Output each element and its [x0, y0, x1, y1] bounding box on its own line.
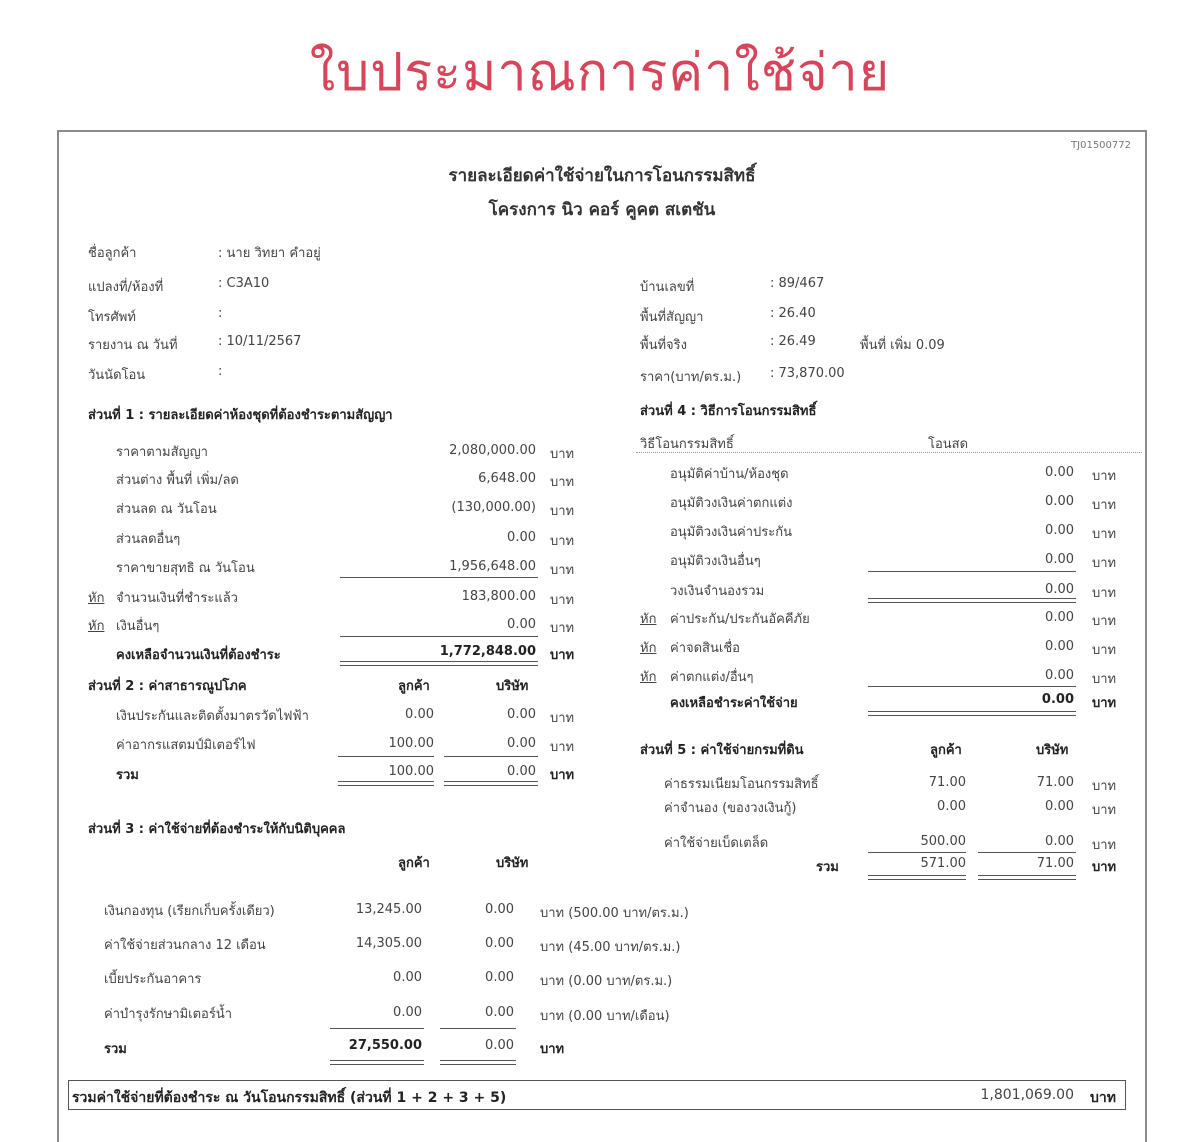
section4-value: 0.00: [1045, 465, 1074, 480]
section3-unit: บาท (45.00 บาท/ตร.ม.): [540, 940, 681, 955]
section5-label: ค่าใช้จ่ายเบ็ดเตล็ด: [664, 836, 769, 851]
section3-customer: 0.00: [393, 970, 422, 985]
deduct-prefix: หัก: [640, 612, 657, 627]
section4-unit: บาท: [1092, 469, 1117, 484]
section4-label: อนุมัติวงเงินค่าตกแต่ง: [670, 496, 793, 511]
deduct-prefix: หัก: [88, 619, 105, 634]
section3-total-unit: บาท: [540, 1042, 565, 1057]
section4-value: 0.00: [1045, 494, 1074, 509]
section3-label: เงินกองทุน (เรียกเก็บครั้งเดียว): [104, 904, 275, 919]
section4-value: 0.00: [1045, 552, 1074, 567]
section5-col-customer: ลูกค้า: [930, 743, 962, 758]
section2-label: เงินประกันและติดตั้งมาตรวัดไฟฟ้า: [116, 709, 309, 724]
price-per-sqm-value: : 73,870.00: [770, 366, 845, 381]
section1-double-underline: [340, 661, 538, 666]
section1-unit: บาท: [550, 621, 575, 636]
section2-unit: บาท: [550, 711, 575, 726]
section4-label: ค่าตกแต่ง/อื่นๆ: [670, 670, 754, 685]
section4-label: วงเงินจำนองรวม: [670, 584, 765, 599]
project-name: โครงการ นิว คอร์ คูคต สเตชัน: [488, 200, 716, 220]
section3-label: เบี้ยประกันอาคาร: [104, 972, 202, 987]
house-no-label: บ้านเลขที่: [640, 280, 695, 295]
section1-value: 0.00: [507, 617, 536, 632]
section4-value: 0.00: [1045, 639, 1074, 654]
section1-title: ส่วนที่ 1 : รายละเอียดค่าห้องชุดที่ต้องชำระตามสัญญา: [88, 408, 393, 423]
section2-customer: 0.00: [405, 707, 434, 722]
section4-title: ส่วนที่ 4 : วิธีการโอนกรรมสิทธิ์: [640, 404, 817, 419]
section2-total-label: รวม: [116, 768, 139, 783]
section5-unit: บาท: [1092, 838, 1117, 853]
section5-title: ส่วนที่ 5 : ค่าใช้จ่ายกรมที่ดิน: [640, 743, 804, 758]
section3-company: 0.00: [485, 902, 514, 917]
section5-customer: 0.00: [937, 799, 966, 814]
phone-value: :: [218, 306, 223, 321]
section5-customer: 71.00: [928, 775, 966, 790]
section1-label: ราคาขายสุทธิ ณ วันโอน: [116, 561, 255, 576]
section2-customer-line: [338, 756, 434, 757]
actual-area-value: : 26.49: [770, 334, 816, 349]
section1-unit: บาท: [550, 563, 575, 578]
section1-value: 6,648.00: [478, 471, 536, 486]
section3-customer-line: [330, 1028, 424, 1029]
section5-total-label: รวม: [816, 860, 839, 875]
extra-area: พื้นที่ เพิ่ม 0.09: [860, 338, 945, 353]
transfer-method-dotted-line: [636, 452, 1142, 453]
section2-customer: 100.00: [388, 736, 434, 751]
section1-label: จำนวนเงินที่ชำระแล้ว: [116, 591, 238, 606]
section3-customer-double-line: [330, 1060, 424, 1065]
section1-value: 1,956,648.00: [449, 559, 536, 574]
section4-subtotal-line: [868, 571, 1076, 572]
section4-unit: บาท: [1092, 527, 1117, 542]
section2-company-line: [444, 756, 538, 757]
section4-value: 0.00: [1045, 523, 1074, 538]
section4-value: 0.00: [1045, 610, 1074, 625]
deduct-prefix: หัก: [88, 591, 105, 606]
customer-name-label: ชื่อลูกค้า: [88, 246, 137, 261]
section4-value: 0.00: [1045, 582, 1074, 597]
section2-total-customer: 100.00: [388, 764, 434, 779]
contract-area-label: พื้นที่สัญญา: [640, 310, 704, 325]
section4-label: อนุมัติวงเงินค่าประกัน: [670, 525, 793, 540]
section1-subtotal-line: [340, 577, 538, 578]
section1-balance-label: คงเหลือจำนวนเงินที่ต้องชำระ: [116, 648, 281, 663]
unit-value: : C3A10: [218, 276, 270, 291]
section4-label: อนุมัติวงเงินอื่นๆ: [670, 554, 761, 569]
section1-unit: บาท: [550, 475, 575, 490]
section4-balance-unit: บาท: [1092, 696, 1117, 711]
section2-unit: บาท: [550, 740, 575, 755]
transfer-method-label: วิธีโอนกรรมสิทธิ์: [640, 437, 734, 452]
section3-total-company: 0.00: [485, 1038, 514, 1053]
section5-customer: 500.00: [920, 834, 966, 849]
section1-value: (130,000.00): [451, 500, 536, 515]
section3-label: ค่าใช้จ่ายส่วนกลาง 12 เดือน: [104, 938, 266, 953]
section3-unit: บาท (500.00 บาท/ตร.ม.): [540, 906, 689, 921]
section5-total-company: 71.00: [1036, 856, 1074, 871]
section5-total-unit: บาท: [1092, 860, 1117, 875]
section5-company: 0.00: [1045, 834, 1074, 849]
unit-label: แปลงที่/ห้องที่: [88, 280, 164, 295]
section1-unit: บาท: [550, 504, 575, 519]
section3-label: ค่าบำรุงรักษามิเตอร์น้ำ: [104, 1007, 233, 1022]
section1-label: ราคาตามสัญญา: [116, 445, 208, 460]
section3-company: 0.00: [485, 970, 514, 985]
section4-balance-line: [868, 686, 1076, 687]
section1-balance-unit: บาท: [550, 648, 575, 663]
section3-company: 0.00: [485, 1005, 514, 1020]
report-date-value: : 10/11/2567: [218, 334, 302, 349]
grand-total-value: 1,801,069.00: [980, 1087, 1074, 1103]
section1-value: 2,080,000.00: [449, 443, 536, 458]
section4-balance-double-line: [868, 711, 1076, 716]
section5-unit: บาท: [1092, 803, 1117, 818]
section4-unit: บาท: [1092, 672, 1117, 687]
section5-company: 71.00: [1036, 775, 1074, 790]
section3-col-company: บริษัท: [496, 856, 529, 871]
section1-unit: บาท: [550, 447, 575, 462]
grand-total-unit: บาท: [1090, 1090, 1116, 1106]
deduct-prefix: หัก: [640, 670, 657, 685]
section2-label: ค่าอากรแสตมป์มิเตอร์ไฟ: [116, 738, 256, 753]
section2-company: 0.00: [507, 707, 536, 722]
section1-label: ส่วนต่าง พื้นที่ เพิ่ม/ลด: [116, 473, 239, 488]
transfer-date-value: :: [218, 364, 223, 379]
phone-label: โทรศัพท์: [88, 310, 136, 325]
section4-unit: บาท: [1092, 614, 1117, 629]
section5-company: 0.00: [1045, 799, 1074, 814]
section4-unit: บาท: [1092, 556, 1117, 571]
section2-company: 0.00: [507, 736, 536, 751]
section3-unit: บาท (0.00 บาท/เดือน): [540, 1009, 670, 1024]
section3-customer: 0.00: [393, 1005, 422, 1020]
section1-label: ส่วนลด ณ วันโอน: [116, 502, 217, 517]
customer-name-value: : นาย วิทยา คำอยู่: [218, 246, 321, 261]
section5-total-customer: 571.00: [920, 856, 966, 871]
section1-value: 0.00: [507, 530, 536, 545]
contract-area-value: : 26.40: [770, 306, 816, 321]
price-per-sqm-label: ราคา(บาท/ตร.ม.): [640, 370, 742, 385]
section4-balance-value: 0.00: [1041, 692, 1074, 707]
document-id: TJ01500772: [1071, 140, 1131, 151]
section2-total-unit: บาท: [550, 768, 575, 783]
section2-customer-double-line: [338, 781, 434, 786]
page-heading: ใบประมาณการค่าใช้จ่าย: [309, 43, 891, 103]
section1-balance-value: 1,772,848.00: [439, 644, 536, 659]
document-title: รายละเอียดค่าใช้จ่ายในการโอนกรรมสิทธิ์: [448, 166, 756, 186]
section5-customer-line: [868, 852, 966, 853]
section3-total-customer: 27,550.00: [348, 1038, 422, 1053]
transfer-date-label: วันนัดโอน: [88, 368, 146, 383]
deduct-prefix: หัก: [640, 641, 657, 656]
section5-unit: บาท: [1092, 779, 1117, 794]
transfer-method-value: โอนสด: [928, 437, 969, 452]
section1-unit: บาท: [550, 534, 575, 549]
section1-label: ส่วนลดอื่นๆ: [116, 532, 181, 547]
section4-label: ค่าจดสินเชื่อ: [670, 641, 740, 656]
section3-customer: 13,245.00: [355, 902, 422, 917]
section1-value: 183,800.00: [461, 589, 536, 604]
section2-total-company: 0.00: [507, 764, 536, 779]
section5-col-company: บริษัท: [1036, 743, 1069, 758]
section4-unit: บาท: [1092, 586, 1117, 601]
section5-customer-double-line: [868, 875, 966, 880]
section4-mortgage-double-line: [868, 598, 1076, 603]
grand-total-label: รวมค่าใช้จ่ายที่ต้องชำระ ณ วันโอนกรรมสิทธิ์ (ส่วนที่ 1 + 2 + 3 + 5): [72, 1090, 507, 1106]
section2-col-customer: ลูกค้า: [398, 679, 430, 694]
section3-col-customer: ลูกค้า: [398, 856, 430, 871]
section3-unit: บาท (0.00 บาท/ตร.ม.): [540, 974, 673, 989]
section2-company-double-line: [444, 781, 538, 786]
section3-title: ส่วนที่ 3 : ค่าใช้จ่ายที่ต้องชำระให้กับนิติบุคคล: [88, 822, 346, 837]
section3-company-double-line: [440, 1060, 516, 1065]
section5-label: ค่าจำนอง (ของวงเงินกู้): [664, 801, 797, 816]
section3-company: 0.00: [485, 936, 514, 951]
section5-company-double-line: [978, 875, 1076, 880]
actual-area-label: พื้นที่จริง: [640, 338, 687, 353]
section4-label: ค่าประกัน/ประกันอัคคีภัย: [670, 612, 810, 627]
section1-unit: บาท: [550, 593, 575, 608]
section4-label: อนุมัติค่าบ้าน/ห้องชุด: [670, 467, 789, 482]
house-no-value: : 89/467: [770, 276, 825, 291]
section4-unit: บาท: [1092, 498, 1117, 513]
section1-balance-line: [340, 636, 538, 637]
section3-company-line: [440, 1028, 516, 1029]
section3-customer: 14,305.00: [355, 936, 422, 951]
report-date-label: รายงาน ณ วันที่: [88, 338, 178, 353]
section4-balance-label: คงเหลือชำระค่าใช้จ่าย: [670, 696, 798, 711]
section5-company-line: [978, 852, 1076, 853]
section2-col-company: บริษัท: [496, 679, 529, 694]
section5-label: ค่าธรรมเนียมโอนกรรมสิทธิ์: [664, 777, 819, 792]
section2-title: ส่วนที่ 2 : ค่าสาธารณูปโภค: [88, 679, 247, 694]
section3-total-label: รวม: [104, 1042, 127, 1057]
section4-unit: บาท: [1092, 643, 1117, 658]
section1-label: เงินอื่นๆ: [116, 619, 160, 634]
section4-value: 0.00: [1045, 668, 1074, 683]
